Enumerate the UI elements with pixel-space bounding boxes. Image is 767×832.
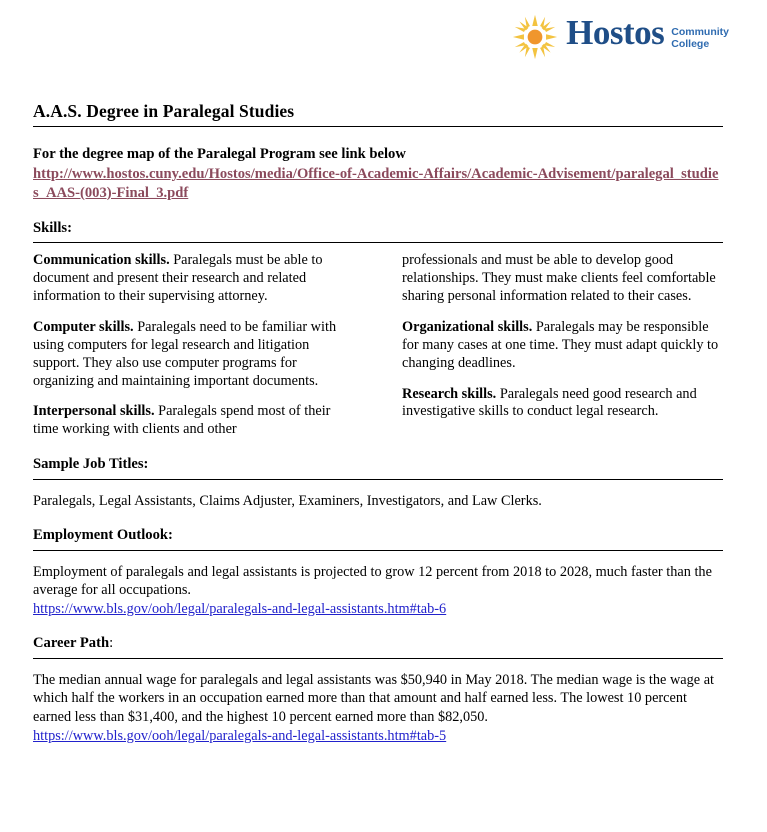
skill-interpersonal-continued [402, 252, 723, 306]
job-titles-heading: Sample Job Titles: [33, 456, 149, 473]
brand-subtitle-line1: Community [671, 25, 729, 38]
employment-outlook-divider [33, 550, 723, 551]
skills-columns [33, 252, 723, 439]
career-path-heading [33, 635, 723, 653]
skill-communication-text: Paralegals must be able to document and present their research and related information to their supervising attorney. [33, 252, 323, 305]
skill-interpersonal-continued-text: professionals and must be able to develop good relationships. They must make clients feel comfortable sharing personal information related to their cases. [402, 252, 716, 305]
skill-computer-text: Paralegals need to be familiar with using computers for legal research and litigation support. They also use computer programs for organizing and maintaining important documents. [33, 318, 337, 389]
skill-organizational-label: Organizational skills. [402, 318, 533, 335]
skill-interpersonal-label: Interpersonal skills. [33, 403, 155, 420]
skill-organizational [402, 319, 723, 373]
skill-communication-label: Communication skills. [33, 252, 170, 269]
skill-organizational-text: Paralegals may be responsible for many cases at one time. They must adapt quickly to changing deadlines. [402, 318, 719, 371]
career-path-heading-label: Career Path [33, 635, 110, 652]
degree-map-link[interactable]: http://www.hostos.cuny.edu/Hostos/media/Office-of-Academic-Affairs/Academic-Advisement/paralegal_studies_AAS-(003)-Final_3.pdf [33, 165, 719, 201]
brand-subtitle-line2: College [671, 38, 710, 50]
skill-interpersonal-text: Paralegals spend most of their time working with clients and other [33, 403, 331, 438]
degree-map-lead-text: For the degree map of the Paralegal Program see link below [33, 146, 406, 163]
employment-outlook-link[interactable]: https://www.bls.gov/ooh/legal/paralegals-and-legal-assistants.htm#tab-6 [33, 600, 447, 617]
career-path-heading-colon: : [109, 635, 114, 652]
career-path-divider [33, 658, 723, 659]
job-titles-body: Paralegals, Legal Assistants, Claims Adjuster, Examiners, Investigators, and Law Clerks. [33, 492, 542, 509]
skill-computer-label: Computer skills. [33, 318, 134, 335]
title-divider [33, 126, 723, 127]
skill-communication [33, 252, 354, 306]
skills-divider [33, 242, 723, 243]
employment-outlook-heading: Employment Outlook: [33, 527, 173, 544]
skills-right-column [402, 252, 723, 439]
skill-interpersonal [33, 403, 354, 439]
skill-computer [33, 319, 354, 390]
skill-research-label: Research skills. [402, 385, 497, 402]
skills-heading: Skills: [33, 219, 72, 236]
employment-outlook-body: Employment of paralegals and legal assistants is projected to grow 12 percent from 2018 to 2028, much faster than the average for all occupations. [33, 563, 712, 599]
job-titles-divider [33, 479, 723, 480]
skill-research [402, 386, 723, 422]
page-title: A.A.S. Degree in Paralegal Studies [33, 101, 295, 121]
career-path-link[interactable]: https://www.bls.gov/ooh/legal/paralegals-and-legal-assistants.htm#tab-5 [33, 727, 447, 744]
skill-research-text: Paralegals need good research and investigative skills to conduct legal research. [402, 385, 697, 420]
brand-name: Hostos [566, 12, 665, 52]
document-content [33, 0, 723, 745]
career-path-body: The median annual wage for paralegals and legal assistants was $50,940 in May 2018. The median wage is the wage at which half the workers in an occupation earned more than that amount and half earned less. The lowest 10 percent earned less than $31,400, and the highest 10 percent earned more than $82,050. [33, 671, 715, 726]
skills-left-column [33, 252, 354, 439]
